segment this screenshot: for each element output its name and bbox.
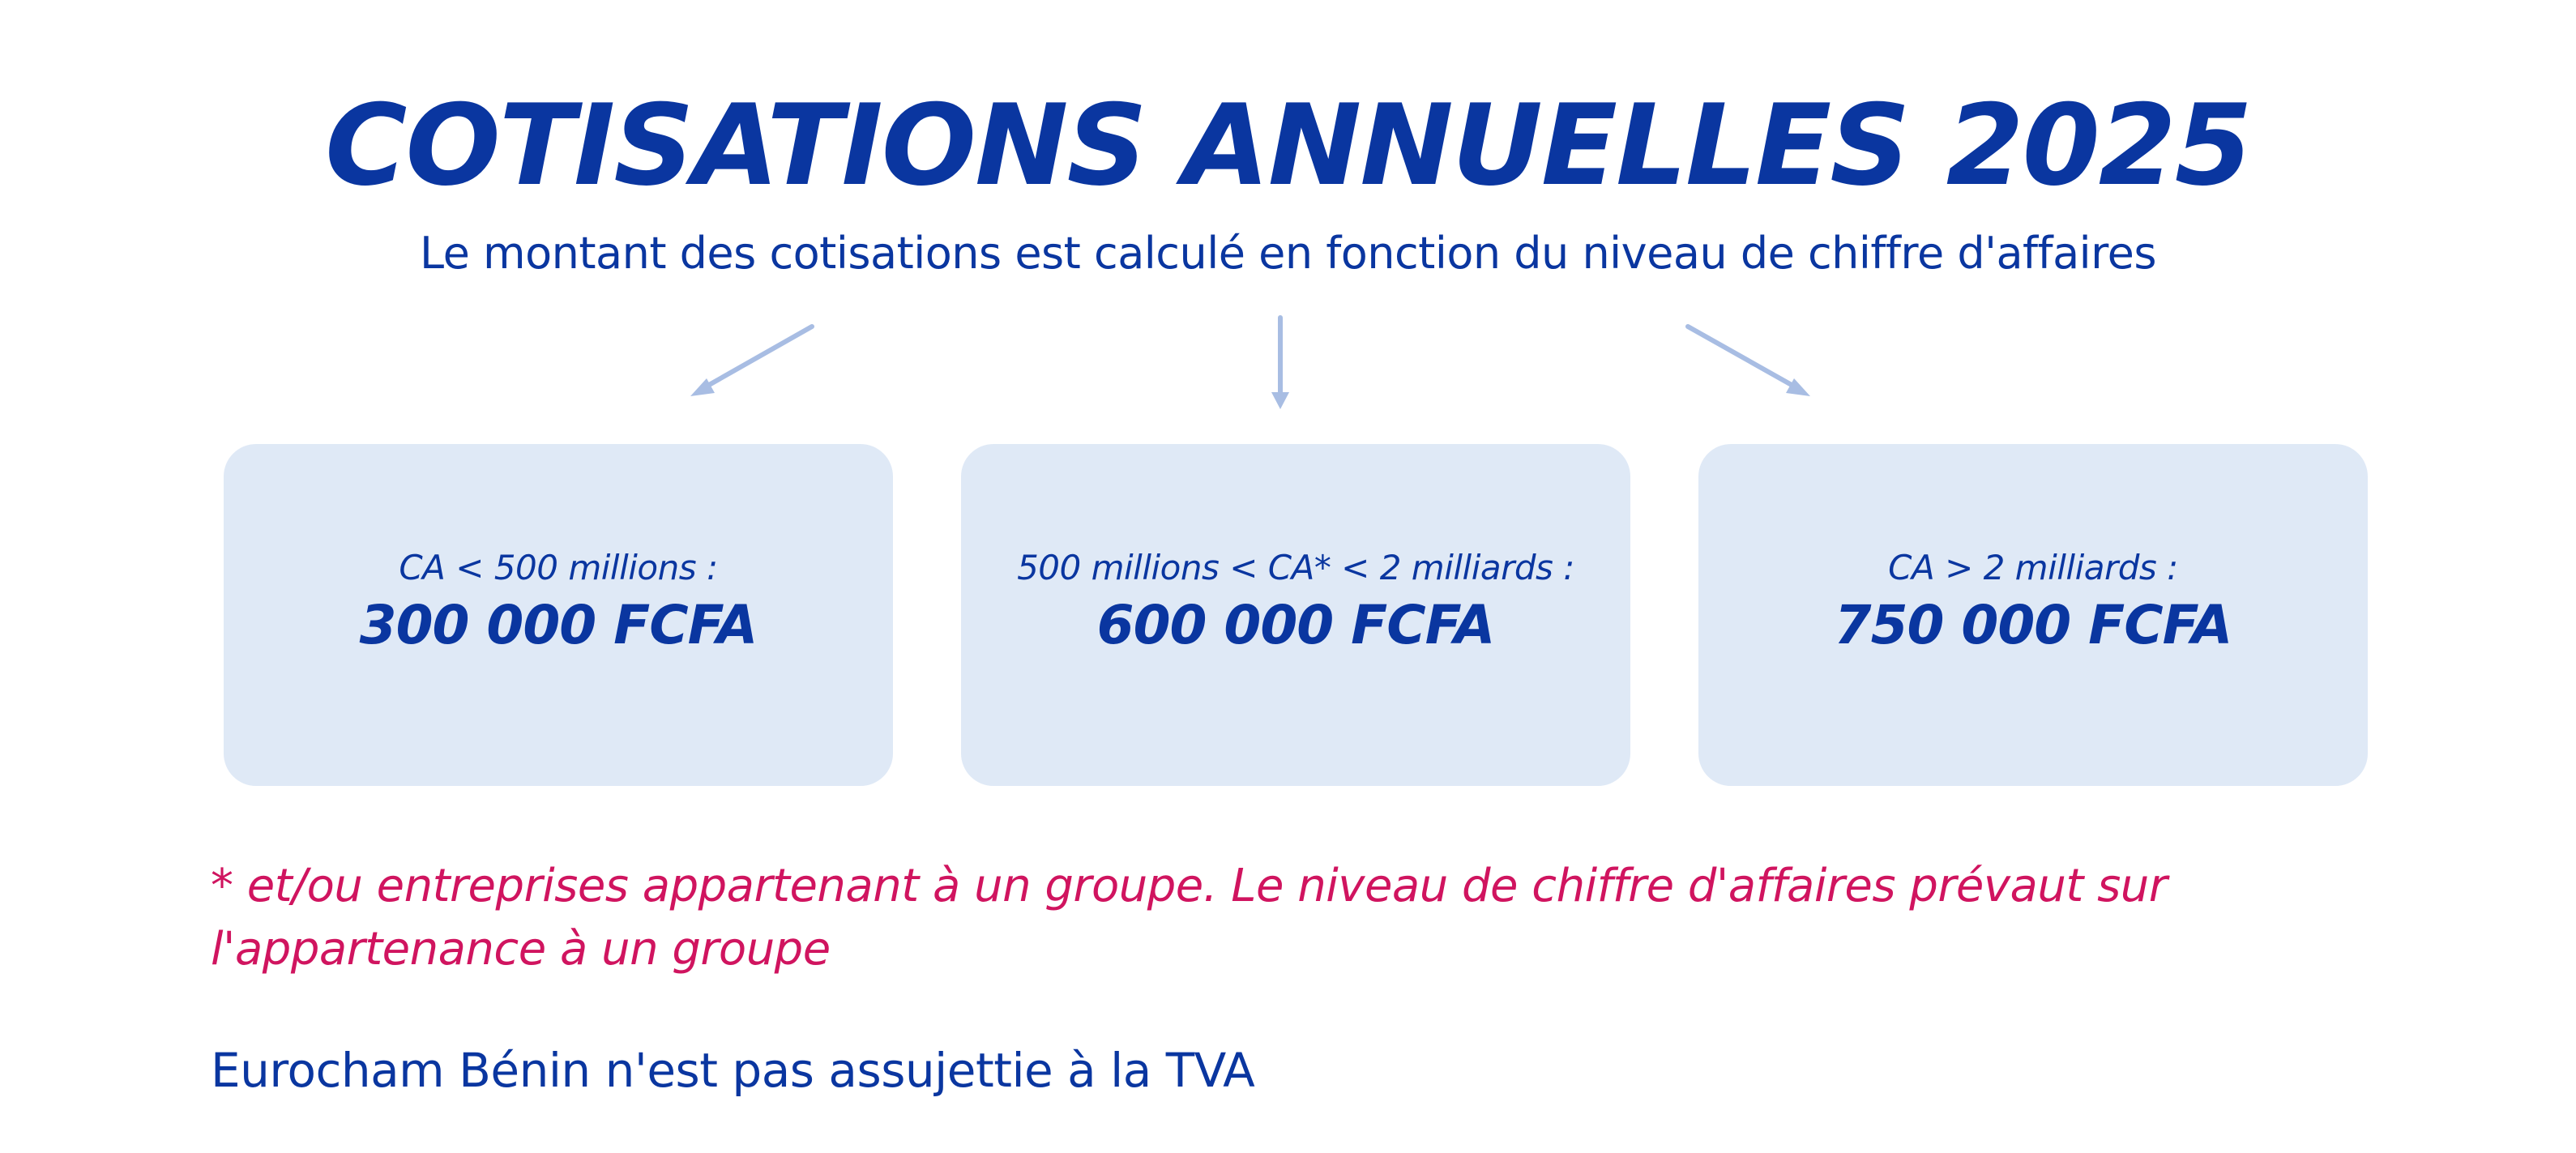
- page-title: COTISATIONS ANNUELLES 2025: [325, 80, 2251, 211]
- fee-card-amount: 600 000 FCFA: [1096, 594, 1495, 656]
- arrow-center-icon: [1271, 318, 1289, 409]
- fee-card-label: CA > 2 milliards :: [1888, 548, 2178, 587]
- tva-note: Eurocham Bénin n'est pas assujettie à la TVA: [211, 1043, 1255, 1098]
- fee-card-amount: 300 000 FCFA: [359, 594, 758, 656]
- fee-card-label: 500 millions < CA* < 2 milliards :: [1017, 548, 1574, 587]
- arrows-group: [0, 0, 2576, 454]
- fee-card-label: CA < 500 millions :: [399, 548, 718, 587]
- fee-card-high: [1698, 444, 2368, 786]
- arrow-right-icon: [1688, 327, 1810, 396]
- fee-card-mid: [961, 444, 1630, 786]
- page-subtitle: Le montant des cotisations est calculé en fonction du niveau de chiffre d'affaires: [419, 228, 2157, 279]
- fee-card-low: [224, 444, 893, 786]
- group-footnote: * et/ou entreprises appartenant à un groupe. Le niveau de chiffre d'affaires prévaut sur l'appartenance à un groupe: [211, 860, 2168, 976]
- fee-card-amount: 750 000 FCFA: [1834, 594, 2232, 656]
- arrow-left-icon: [690, 327, 812, 396]
